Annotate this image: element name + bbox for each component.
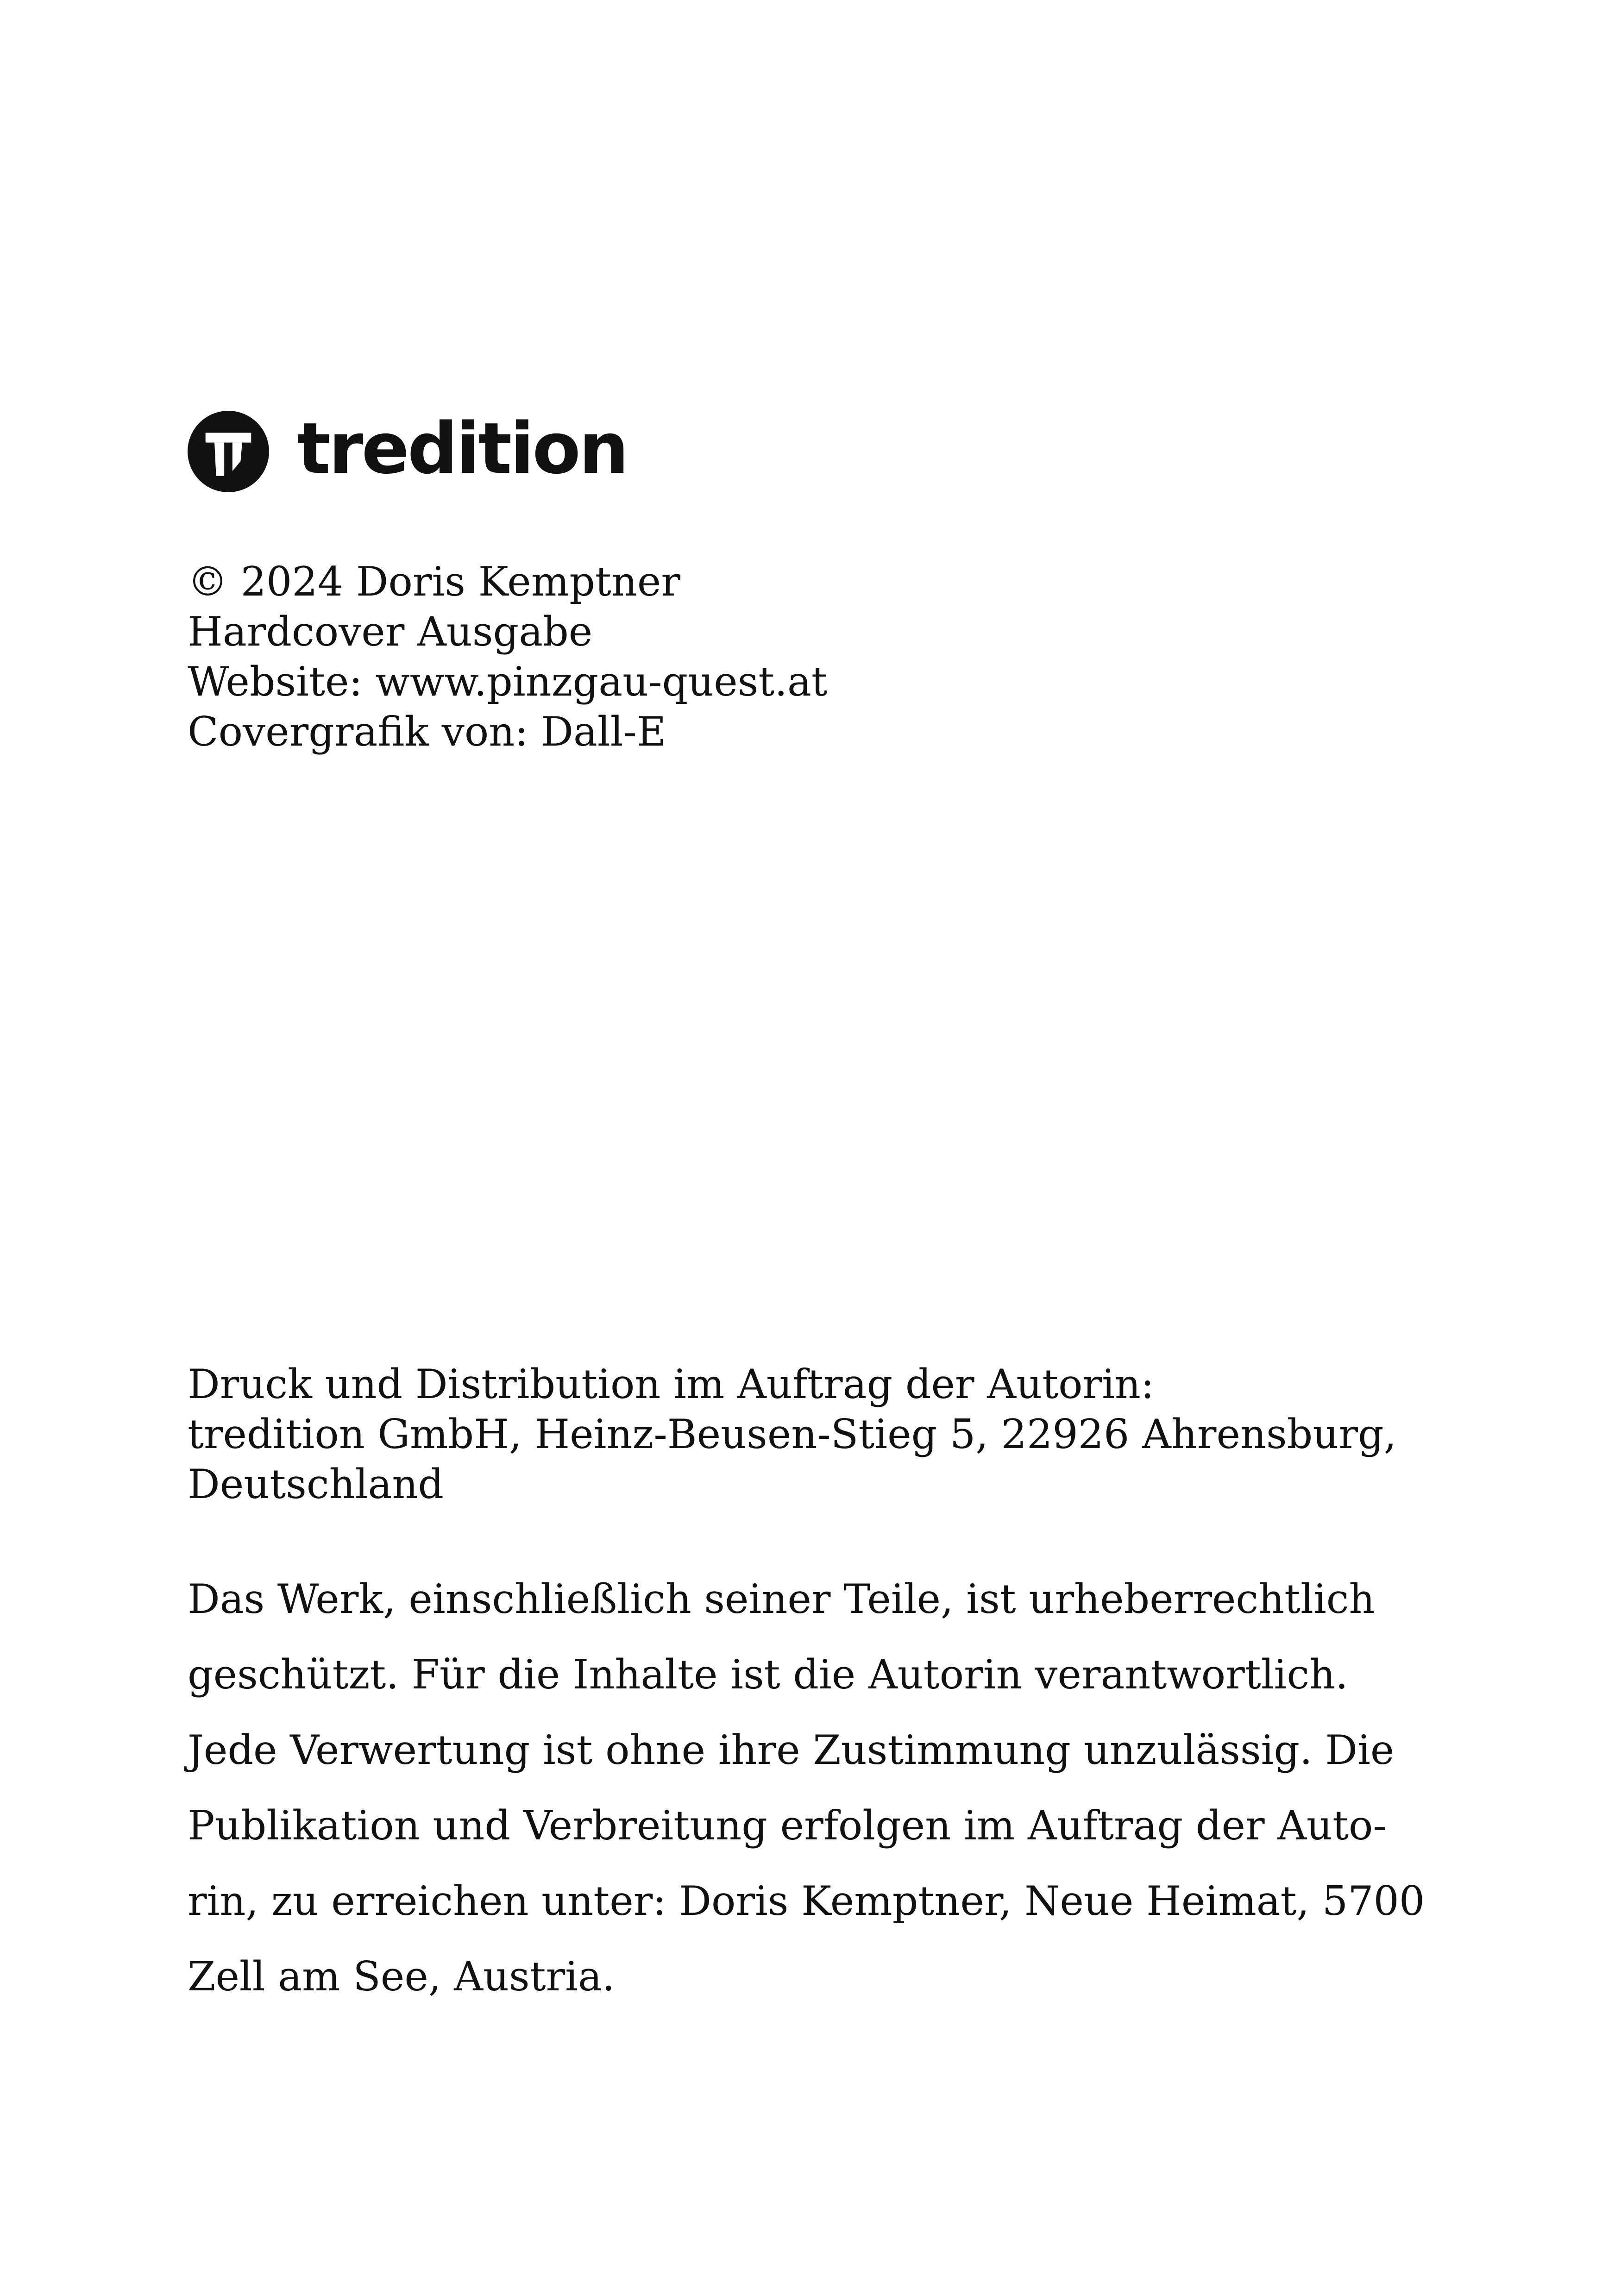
- imprint-block: [188, 557, 828, 757]
- legal-line: Jede Verwertung ist ohne ihre Zustimmung unzulässig. Die: [188, 1726, 1395, 1774]
- legal-line: geschützt. Für die Inhalte ist die Autorin verantwortlich.: [188, 1651, 1348, 1698]
- legal-line: Zell am See, Austria.: [188, 1953, 615, 2000]
- publisher-logo-wordmark: tredition: [297, 408, 628, 489]
- legal-notice: [188, 1562, 1425, 2014]
- legal-line: Publikation und Verbreitung erfolgen im Auftrag der Auto-: [188, 1802, 1387, 1849]
- cover-credit-line: Covergrafik von: Dall-E: [188, 708, 666, 755]
- printer-line: tredition GmbH, Heinz-Beusen-Stieg 5, 22926 Ahrensburg,: [188, 1411, 1397, 1458]
- legal-line: rin, zu erreichen unter: Doris Kemptner, Neue Heimat, 5700: [188, 1877, 1425, 1925]
- printer-line: Deutschland: [188, 1461, 444, 1508]
- tredition-logo-icon: [188, 411, 269, 492]
- edition-line: Hardcover Ausgabe: [188, 608, 593, 655]
- website-line: Website: www.pinzgau-quest.at: [188, 658, 828, 705]
- copyright-line: © 2024 Doris Kemptner: [188, 558, 680, 605]
- publisher-logo: [188, 410, 627, 493]
- legal-line: Das Werk, einschließlich seiner Teile, ist urheberrechtlich: [188, 1575, 1375, 1623]
- printer-line: Druck und Distribution im Auftrag der Autorin:: [188, 1361, 1155, 1408]
- printer-block: [188, 1359, 1396, 1509]
